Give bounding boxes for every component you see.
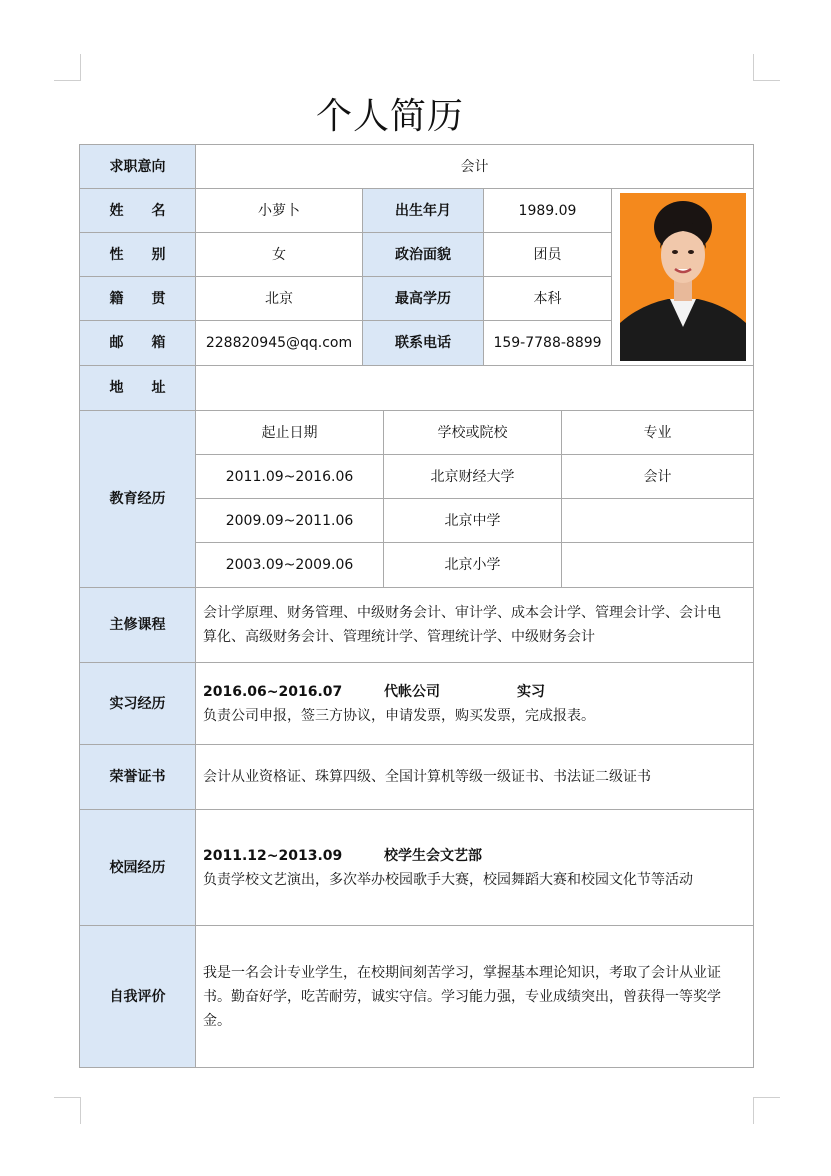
value-internship	[195, 662, 754, 745]
edu-row-school: 北京小学	[383, 542, 562, 588]
edu-row-school: 北京中学	[383, 498, 562, 543]
label-gender: 性 别	[79, 232, 196, 277]
courses-line: 会计学原理、财务管理、中级财务会计、审计学、成本会计学、管理会计学、会计电	[203, 605, 721, 621]
crop-mark-top-left	[54, 54, 81, 81]
courses-line: 算化、高级财务会计、管理统计学、管理统计学、中级财务会计	[203, 629, 595, 645]
label-campus: 校园经历	[79, 809, 196, 926]
label-birth: 出生年月	[362, 188, 484, 233]
value-hometown: 北京	[195, 276, 363, 321]
value-education-level: 本科	[483, 276, 612, 321]
edu-row-major	[561, 542, 754, 588]
value-birth: 1989.09	[483, 188, 612, 233]
edu-header-school: 学校或院校	[383, 410, 562, 455]
campus-period: 2011.12~2013.09	[203, 847, 343, 864]
crop-mark-bottom-left	[54, 1097, 81, 1124]
value-gender: 女	[195, 232, 363, 277]
value-address	[195, 365, 754, 411]
value-campus	[195, 809, 754, 926]
crop-mark-top-right	[753, 54, 780, 81]
value-phone: 159-7788-8899	[483, 320, 612, 366]
label-education-level: 最高学历	[362, 276, 484, 321]
campus-header	[203, 844, 517, 868]
edu-row-major: 会计	[561, 454, 754, 499]
value-politics: 团员	[483, 232, 612, 277]
internship-header	[203, 680, 545, 704]
campus-org: 校学生会文艺部	[384, 847, 482, 864]
campus-description: 负责学校文艺演出，多次举办校园歌手大赛，校园舞蹈大赛和校园文化节等活动	[203, 871, 693, 888]
value-intent: 会计	[195, 144, 754, 189]
label-intent: 求职意向	[79, 144, 196, 189]
self-eval-line: 金。	[203, 1012, 231, 1029]
self-eval-line: 书。勤奋好学，吃苦耐劳，诚实守信。学习能力强，专业成绩突出，曾获得一等奖学	[203, 988, 721, 1005]
profile-photo	[620, 193, 746, 361]
internship-role: 实习	[517, 683, 545, 700]
label-self-evaluation: 自我评价	[79, 925, 196, 1068]
label-education: 教育经历	[79, 410, 196, 588]
value-courses	[195, 587, 754, 663]
value-self-evaluation	[195, 925, 754, 1068]
internship-company: 代帐公司	[384, 683, 440, 700]
edu-header-major: 专业	[561, 410, 754, 455]
label-hometown: 籍 贯	[79, 276, 196, 321]
internship-period: 2016.06~2016.07	[203, 683, 343, 700]
self-eval-line: 我是一名会计专业学生，在校期间刻苦学习，掌握基本理论知识，考取了会计从业证	[203, 964, 721, 981]
label-politics: 政治面貌	[362, 232, 484, 277]
portrait-image	[620, 193, 746, 361]
value-email: 228820945@qq.com	[195, 320, 363, 366]
label-internship: 实习经历	[79, 662, 196, 745]
edu-header-dates: 起止日期	[195, 410, 384, 455]
page-title: 个人简历	[315, 96, 464, 137]
label-honors: 荣誉证书	[79, 744, 196, 810]
value-honors: 会计从业资格证、珠算四级、全国计算机等级一级证书、书法证二级证书	[195, 744, 754, 810]
label-courses: 主修课程	[79, 587, 196, 663]
photo-cell	[611, 188, 754, 366]
label-address: 地 址	[79, 365, 196, 411]
edu-row-dates: 2011.09~2016.06	[195, 454, 384, 499]
edu-row-dates: 2003.09~2009.06	[195, 542, 384, 588]
edu-row-dates: 2009.09~2011.06	[195, 498, 384, 543]
crop-mark-bottom-right	[753, 1097, 780, 1124]
internship-description: 负责公司申报，签三方协议，申请发票，购买发票，完成报表。	[203, 707, 595, 724]
label-phone: 联系电话	[362, 320, 484, 366]
label-email: 邮 箱	[79, 320, 196, 366]
edu-row-school: 北京财经大学	[383, 454, 562, 499]
resume-table	[79, 144, 754, 1068]
label-name: 姓 名	[79, 188, 196, 233]
edu-row-major	[561, 498, 754, 543]
value-name: 小萝卜	[195, 188, 363, 233]
